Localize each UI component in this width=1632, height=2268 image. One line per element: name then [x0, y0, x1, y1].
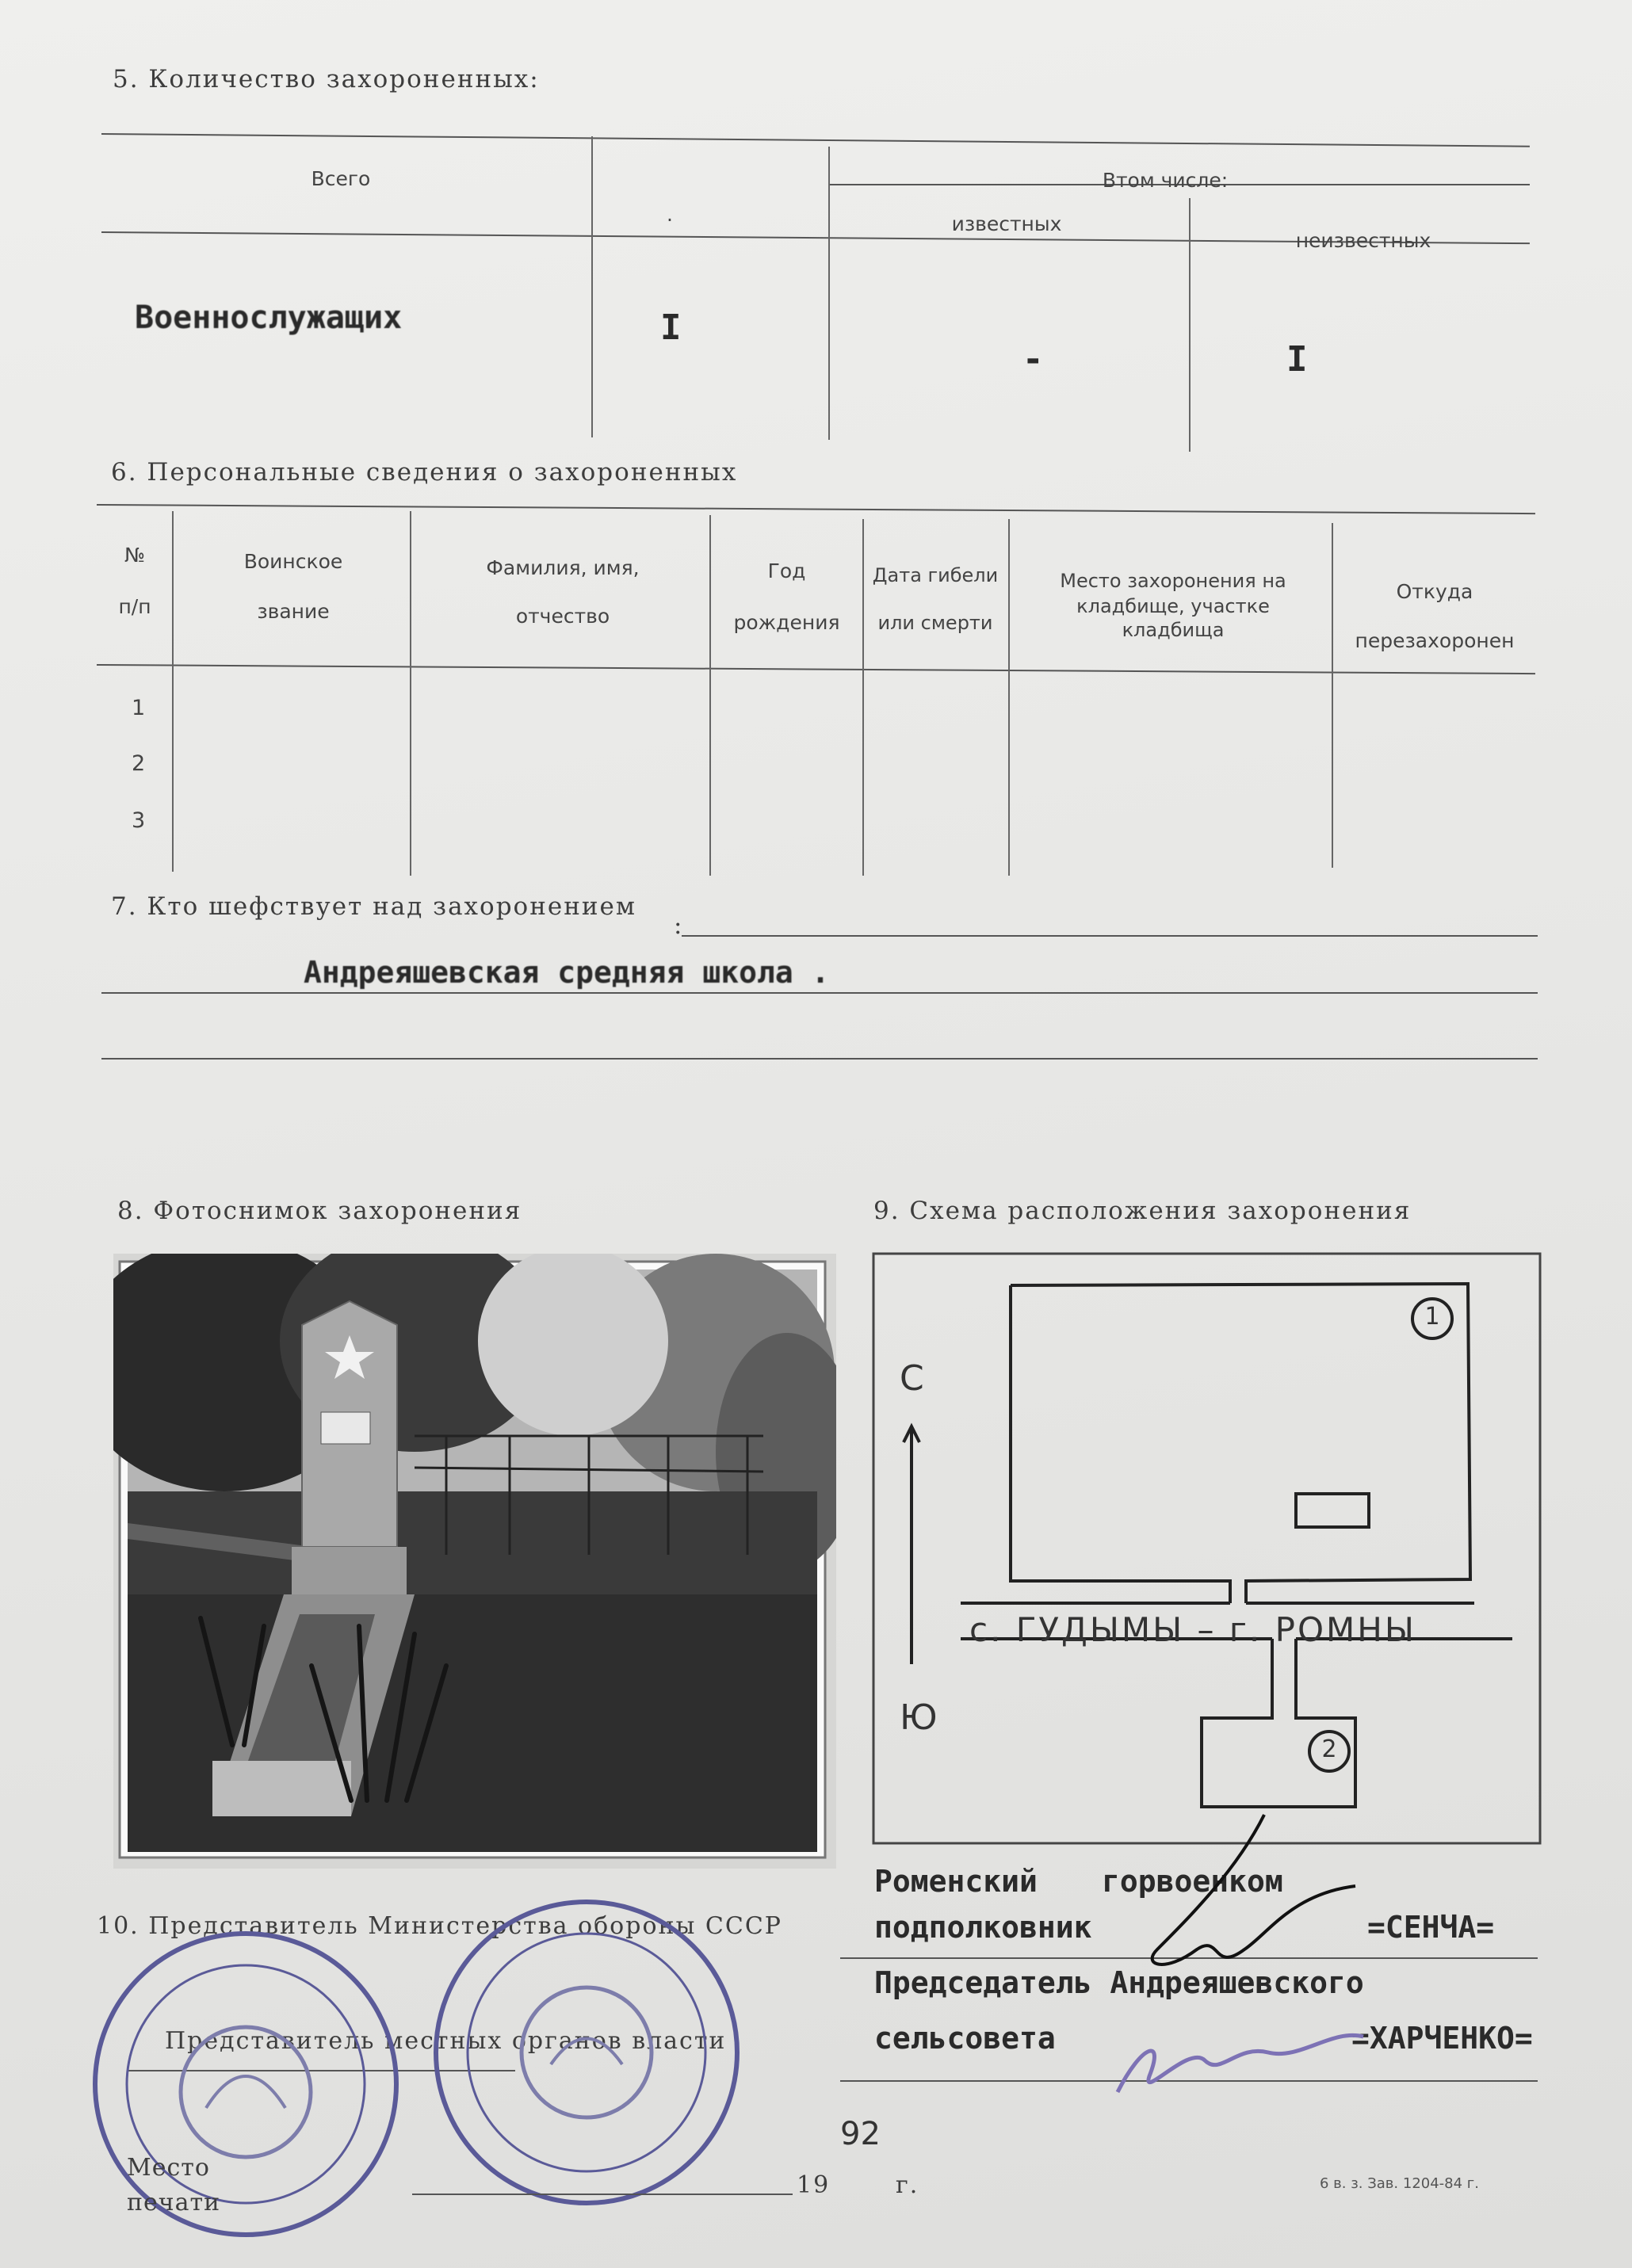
section6-title: 6. Персональные сведения о захороненных: [111, 458, 738, 487]
section10-title: 10. Представитель Министерства обороны СССР: [97, 1912, 782, 1940]
sig-line4-right: =ХАРЧЕНКО=: [1351, 2021, 1533, 2056]
table5-col-divider-1: [591, 136, 593, 437]
stamp-place-label-2: печати: [127, 2189, 221, 2216]
table6-header-place-1: Место захоронения на: [1060, 570, 1286, 592]
table6-header-year-2: рождения: [733, 611, 840, 634]
year-prefix: 19: [797, 2171, 831, 2199]
section7-title: 7. Кто шефствует над захоронением: [111, 892, 636, 921]
handwritten-signatures: [1094, 1807, 1443, 2124]
year-g-label: г.: [896, 2171, 919, 2199]
sig-line2-right: =СЕНЧА=: [1367, 1910, 1495, 1945]
scheme-south-label: Ю: [900, 1697, 938, 1738]
table6-col-divider-3: [709, 515, 711, 876]
section5-title: 5. Количество захороненных:: [113, 65, 540, 94]
sig-line1-right: горвоенком: [1102, 1864, 1283, 1899]
table6-col-divider-2: [410, 511, 411, 876]
stamp-place-label-1: Место: [127, 2154, 210, 2182]
table6-header-num-2: п/п: [118, 595, 151, 618]
section9-title: 9. Схема расположения захоронения: [873, 1197, 1412, 1225]
printer-note: 6 в. з. Зав. 1204-84 г.: [1320, 2175, 1479, 2192]
sig-line1-left: Роменский: [874, 1864, 1038, 1899]
table6-header-from-2: перезахоронен: [1355, 629, 1515, 652]
table5-col-divider-3: [1189, 198, 1191, 452]
burial-photo: [113, 1254, 836, 1869]
table5-top-border: [101, 133, 1530, 147]
table5-header-total: Всего: [311, 167, 371, 190]
table6-header-rank-1: Воинское: [243, 550, 343, 573]
sig-line4-left: сельсовета: [874, 2021, 1056, 2056]
table6-header-bottom: [97, 664, 1535, 674]
scheme-road-label: с. ГУДЫМЫ – г. РОМНЫ: [969, 1610, 1416, 1649]
table6-row-1: 1: [132, 696, 146, 720]
table6-header-rank-2: звание: [257, 600, 330, 623]
year-handwritten: 92: [840, 2116, 881, 2152]
table6-top-border: [97, 504, 1535, 514]
table5-row-category: Военнослужащих: [135, 300, 403, 336]
table6-header-year-1: Год: [767, 559, 806, 582]
table6-col-divider-6: [1332, 523, 1333, 868]
table5-header-including: Втом числе:: [1102, 169, 1229, 192]
section7-line-1: [682, 935, 1538, 937]
table6-header-from-1: Откуда: [1396, 580, 1473, 603]
table6-col-divider-1: [172, 511, 174, 872]
location-scheme: [872, 1252, 1542, 1846]
table6-header-death-1: Дата гибели: [872, 564, 999, 586]
table6-col-divider-5: [1008, 519, 1010, 876]
table6-header-place-3: кладбища: [1122, 619, 1225, 641]
section8-title: 8. Фотоснимок захоронения: [117, 1197, 522, 1225]
local-representative-label: Представитель местных органов власти: [165, 2027, 727, 2055]
scheme-north-label: С: [900, 1358, 924, 1399]
table6-header-name-2: отчество: [515, 605, 610, 628]
section7-guardian-value: Андреяшевская средняя школа .: [304, 955, 830, 990]
table6-header-name-1: Фамилия, имя,: [486, 556, 640, 579]
sig-line3: Председатель Андреяшевского: [874, 1965, 1364, 2000]
date-line: [412, 2194, 793, 2195]
table5-header-unknown: неизвестных: [1295, 229, 1431, 252]
section7-line-3: [101, 1058, 1538, 1060]
scheme-marker-1: 1: [1424, 1303, 1440, 1331]
table5-row-known: -: [1022, 339, 1044, 380]
table6-header-num-1: №: [124, 544, 145, 567]
scheme-marker-2: 2: [1321, 1735, 1337, 1763]
table6-header-death-2: или смерти: [877, 612, 993, 634]
section7-colon: :: [674, 911, 684, 940]
sig-line2-left: подполковник: [874, 1910, 1092, 1945]
table6-row-2: 2: [132, 751, 146, 776]
table5-row-unknown: I: [1286, 339, 1308, 380]
village-council-seal: [420, 1894, 753, 2211]
table5-header-known: известных: [951, 212, 1062, 235]
table5-col-divider-2: [828, 147, 830, 440]
section7-line-2: [101, 992, 1538, 994]
table5-row-total: I: [660, 307, 682, 348]
table6-header-place-2: кладбище, участке: [1076, 595, 1270, 617]
table6-row-3: 3: [132, 808, 146, 833]
table5-header-dot: .: [667, 203, 673, 226]
